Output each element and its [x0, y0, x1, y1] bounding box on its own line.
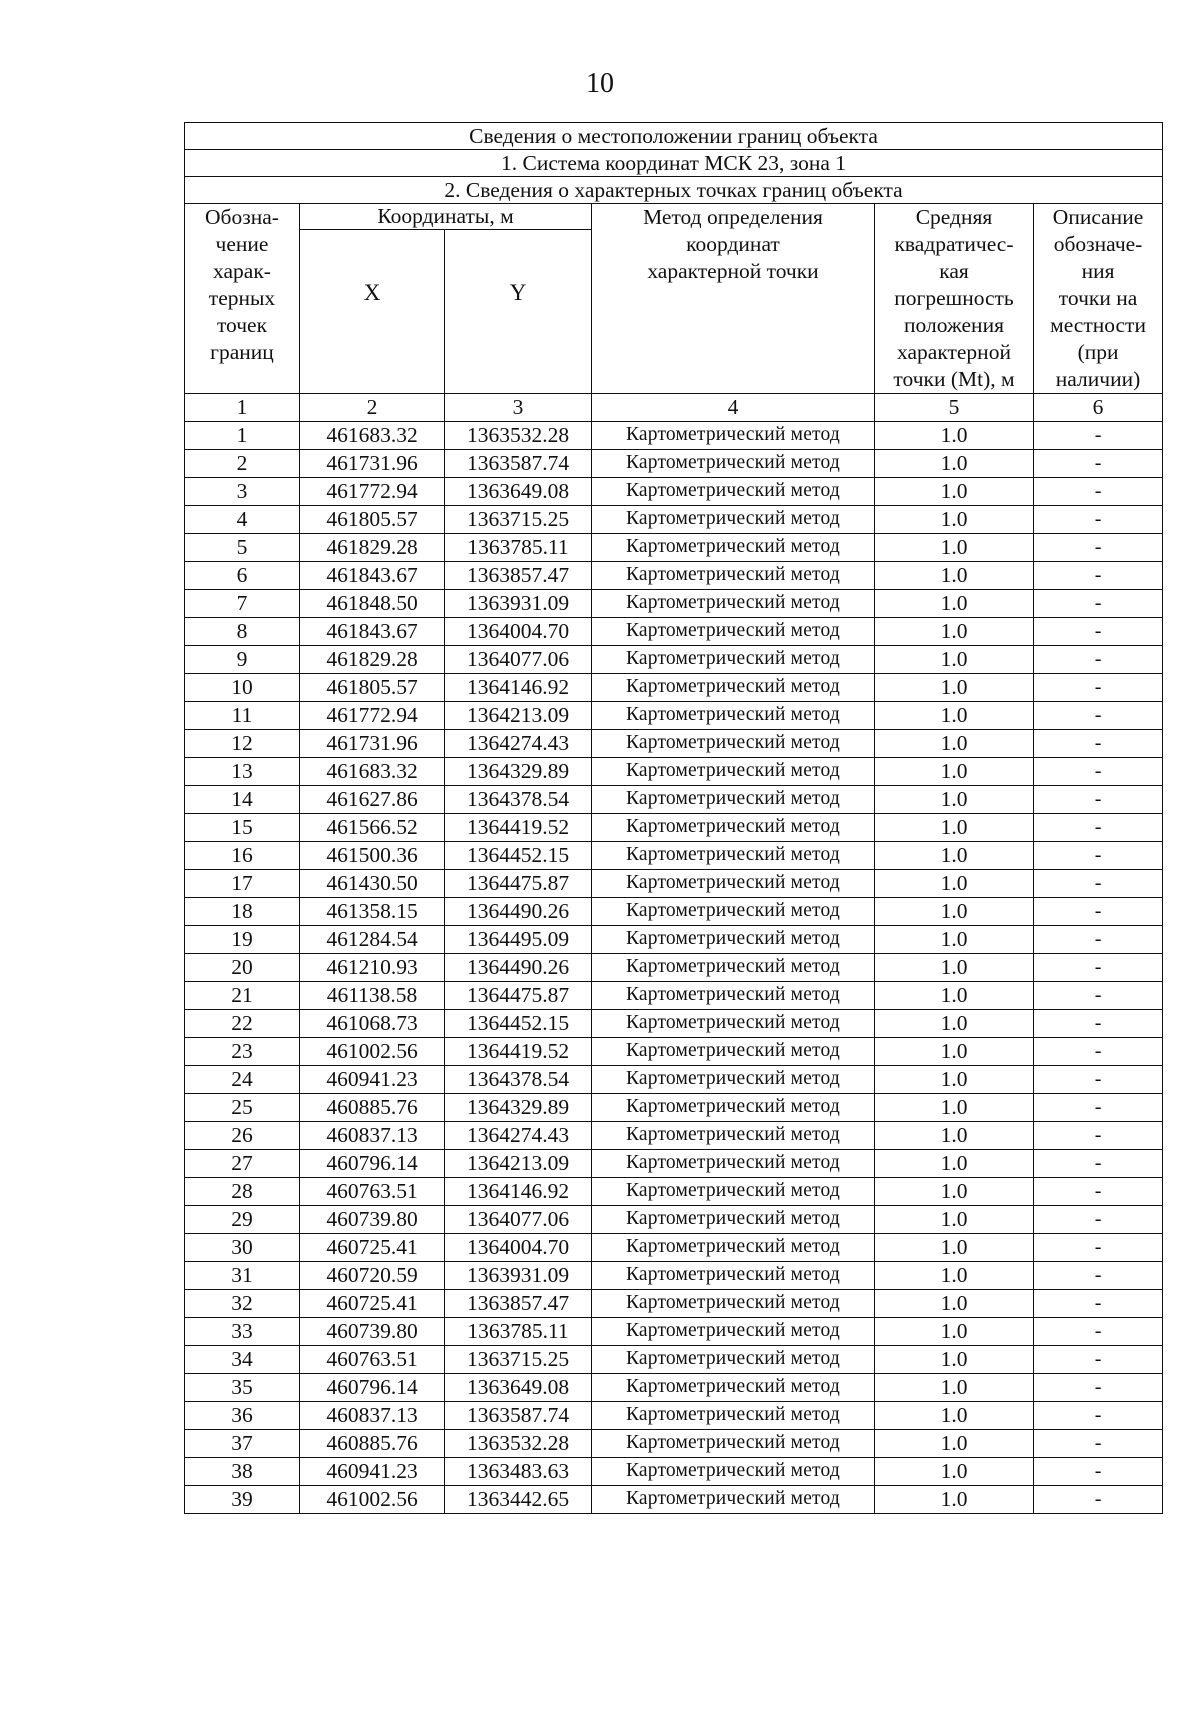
point-description: -	[1034, 1318, 1163, 1346]
method: Картометрический метод	[592, 422, 875, 450]
mean-error: 1.0	[875, 982, 1034, 1010]
table-row	[185, 1206, 1163, 1234]
table-row	[185, 814, 1163, 842]
mean-error: 1.0	[875, 1262, 1034, 1290]
coord-y: 1363857.47	[445, 562, 592, 590]
table-row	[185, 1262, 1163, 1290]
mean-error: 1.0	[875, 898, 1034, 926]
coord-x: 460885.76	[300, 1094, 445, 1122]
table-row	[185, 1094, 1163, 1122]
mean-error: 1.0	[875, 1290, 1034, 1318]
method: Картометрический метод	[592, 1234, 875, 1262]
table-row	[185, 422, 1163, 450]
coord-x: 461731.96	[300, 450, 445, 478]
header-description: Описание обозначе- ния точки на местности (при наличии)	[1034, 204, 1163, 394]
point-description: -	[1034, 758, 1163, 786]
coord-y: 1364419.52	[445, 1038, 592, 1066]
mean-error: 1.0	[875, 954, 1034, 982]
table-row	[185, 1150, 1163, 1178]
point-description: -	[1034, 1290, 1163, 1318]
method: Картометрический метод	[592, 618, 875, 646]
coord-y: 1364077.06	[445, 1206, 592, 1234]
coord-y: 1364490.26	[445, 898, 592, 926]
table-row	[185, 1318, 1163, 1346]
coord-y: 1363483.63	[445, 1458, 592, 1486]
table-row	[185, 1458, 1163, 1486]
mean-error: 1.0	[875, 422, 1034, 450]
point-description: -	[1034, 702, 1163, 730]
method: Картометрический метод	[592, 646, 875, 674]
method: Картометрический метод	[592, 478, 875, 506]
point-number: 29	[185, 1206, 300, 1234]
mean-error: 1.0	[875, 1318, 1034, 1346]
method: Картометрический метод	[592, 674, 875, 702]
method: Картометрический метод	[592, 506, 875, 534]
point-number: 5	[185, 534, 300, 562]
method: Картометрический метод	[592, 1178, 875, 1206]
coord-y: 1363715.25	[445, 1346, 592, 1374]
point-description: -	[1034, 450, 1163, 478]
point-description: -	[1034, 1262, 1163, 1290]
table-row	[185, 898, 1163, 926]
point-number: 13	[185, 758, 300, 786]
coord-y: 1363785.11	[445, 534, 592, 562]
mean-error: 1.0	[875, 506, 1034, 534]
point-description: -	[1034, 1178, 1163, 1206]
mean-error: 1.0	[875, 1374, 1034, 1402]
mean-error: 1.0	[875, 562, 1034, 590]
point-description: -	[1034, 674, 1163, 702]
table-row	[185, 646, 1163, 674]
point-description: -	[1034, 562, 1163, 590]
coord-y: 1364490.26	[445, 954, 592, 982]
column-number: 2	[300, 394, 445, 422]
point-description: -	[1034, 730, 1163, 758]
column-number: 5	[875, 394, 1034, 422]
point-number: 30	[185, 1234, 300, 1262]
method: Картометрический метод	[592, 1038, 875, 1066]
table-row	[185, 1486, 1163, 1514]
coord-x: 461843.67	[300, 618, 445, 646]
coord-y: 1363587.74	[445, 1402, 592, 1430]
table-row	[185, 478, 1163, 506]
boundary-points-table	[184, 122, 1163, 1514]
point-description: -	[1034, 926, 1163, 954]
table-row	[185, 870, 1163, 898]
mean-error: 1.0	[875, 646, 1034, 674]
coord-system: 1. Система координат МСК 23, зона 1	[185, 150, 1163, 177]
mean-error: 1.0	[875, 618, 1034, 646]
coord-x: 460720.59	[300, 1262, 445, 1290]
mean-error: 1.0	[875, 590, 1034, 618]
mean-error: 1.0	[875, 1038, 1034, 1066]
method: Картометрический метод	[592, 702, 875, 730]
coord-x: 460941.23	[300, 1066, 445, 1094]
coord-y: 1364452.15	[445, 842, 592, 870]
coord-x: 460763.51	[300, 1346, 445, 1374]
coord-x: 461683.32	[300, 422, 445, 450]
coord-x: 461829.28	[300, 646, 445, 674]
point-number: 20	[185, 954, 300, 982]
coord-y: 1364146.92	[445, 674, 592, 702]
point-number: 36	[185, 1402, 300, 1430]
mean-error: 1.0	[875, 1150, 1034, 1178]
coord-x: 461500.36	[300, 842, 445, 870]
point-number: 39	[185, 1486, 300, 1514]
coord-y: 1364475.87	[445, 870, 592, 898]
point-number: 17	[185, 870, 300, 898]
point-number: 8	[185, 618, 300, 646]
point-number: 33	[185, 1318, 300, 1346]
point-number: 4	[185, 506, 300, 534]
coord-y: 1364213.09	[445, 1150, 592, 1178]
method: Картометрический метод	[592, 534, 875, 562]
table-row	[185, 758, 1163, 786]
coord-x: 460837.13	[300, 1122, 445, 1150]
coord-x: 460885.76	[300, 1430, 445, 1458]
coord-x: 461829.28	[300, 534, 445, 562]
column-number-row	[185, 394, 1163, 422]
coord-y: 1363715.25	[445, 506, 592, 534]
method: Картометрический метод	[592, 1206, 875, 1234]
point-description: -	[1034, 1038, 1163, 1066]
method: Картометрический метод	[592, 898, 875, 926]
point-description: -	[1034, 1206, 1163, 1234]
point-number: 18	[185, 898, 300, 926]
coord-x: 461566.52	[300, 814, 445, 842]
method: Картометрический метод	[592, 1094, 875, 1122]
coord-y: 1364213.09	[445, 702, 592, 730]
point-number: 27	[185, 1150, 300, 1178]
coord-x: 460796.14	[300, 1150, 445, 1178]
point-description: -	[1034, 842, 1163, 870]
header-error: Средняя квадратичес- кая погрешность положения характерной точки (Mt), м	[875, 204, 1034, 394]
mean-error: 1.0	[875, 1122, 1034, 1150]
point-number: 37	[185, 1430, 300, 1458]
coord-x: 461683.32	[300, 758, 445, 786]
column-number: 1	[185, 394, 300, 422]
mean-error: 1.0	[875, 758, 1034, 786]
table-row	[185, 1122, 1163, 1150]
mean-error: 1.0	[875, 534, 1034, 562]
method: Картометрический метод	[592, 1458, 875, 1486]
coord-y: 1363532.28	[445, 1430, 592, 1458]
header-method: Метод определения координат характерной точки	[592, 204, 875, 394]
coord-x: 461843.67	[300, 562, 445, 590]
point-description: -	[1034, 814, 1163, 842]
table-row	[185, 1290, 1163, 1318]
coord-y: 1364329.89	[445, 758, 592, 786]
point-description: -	[1034, 982, 1163, 1010]
point-number: 14	[185, 786, 300, 814]
point-number: 28	[185, 1178, 300, 1206]
coord-x: 461002.56	[300, 1038, 445, 1066]
method: Картометрический метод	[592, 450, 875, 478]
mean-error: 1.0	[875, 730, 1034, 758]
coord-x: 461002.56	[300, 1486, 445, 1514]
method: Картометрический метод	[592, 786, 875, 814]
mean-error: 1.0	[875, 1094, 1034, 1122]
mean-error: 1.0	[875, 1206, 1034, 1234]
method: Картометрический метод	[592, 1486, 875, 1514]
method: Картометрический метод	[592, 1010, 875, 1038]
coord-x: 461430.50	[300, 870, 445, 898]
point-description: -	[1034, 1234, 1163, 1262]
mean-error: 1.0	[875, 842, 1034, 870]
point-description: -	[1034, 534, 1163, 562]
mean-error: 1.0	[875, 450, 1034, 478]
mean-error: 1.0	[875, 702, 1034, 730]
method: Картометрический метод	[592, 1402, 875, 1430]
table-row	[185, 534, 1163, 562]
point-number: 9	[185, 646, 300, 674]
coord-x: 461210.93	[300, 954, 445, 982]
coord-y: 1364146.92	[445, 1178, 592, 1206]
mean-error: 1.0	[875, 1234, 1034, 1262]
table-title: Сведения о местоположении границ объекта	[185, 123, 1163, 150]
coord-y: 1364495.09	[445, 926, 592, 954]
table-row	[185, 674, 1163, 702]
header-y: Y	[445, 229, 592, 393]
header-x: X	[300, 229, 445, 393]
point-description: -	[1034, 954, 1163, 982]
point-number: 15	[185, 814, 300, 842]
point-number: 38	[185, 1458, 300, 1486]
method: Картометрический метод	[592, 590, 875, 618]
mean-error: 1.0	[875, 814, 1034, 842]
point-description: -	[1034, 1066, 1163, 1094]
mean-error: 1.0	[875, 870, 1034, 898]
coord-y: 1364419.52	[445, 814, 592, 842]
mean-error: 1.0	[875, 478, 1034, 506]
mean-error: 1.0	[875, 1430, 1034, 1458]
section-title-row	[185, 177, 1163, 204]
coord-x: 461358.15	[300, 898, 445, 926]
point-number: 32	[185, 1290, 300, 1318]
point-number: 35	[185, 1374, 300, 1402]
table-row	[185, 1430, 1163, 1458]
point-number: 21	[185, 982, 300, 1010]
table-row	[185, 982, 1163, 1010]
coord-y: 1364378.54	[445, 786, 592, 814]
coord-y: 1364004.70	[445, 618, 592, 646]
method: Картометрический метод	[592, 1066, 875, 1094]
method: Картометрический метод	[592, 1346, 875, 1374]
coord-y: 1363785.11	[445, 1318, 592, 1346]
coord-y: 1364452.15	[445, 1010, 592, 1038]
coord-x: 460837.13	[300, 1402, 445, 1430]
method: Картометрический метод	[592, 730, 875, 758]
point-description: -	[1034, 1010, 1163, 1038]
table-row	[185, 506, 1163, 534]
method: Картометрический метод	[592, 926, 875, 954]
method: Картометрический метод	[592, 1318, 875, 1346]
coord-y: 1364378.54	[445, 1066, 592, 1094]
point-number: 6	[185, 562, 300, 590]
table-row	[185, 1234, 1163, 1262]
point-number: 31	[185, 1262, 300, 1290]
point-number: 11	[185, 702, 300, 730]
point-number: 10	[185, 674, 300, 702]
mean-error: 1.0	[875, 674, 1034, 702]
table-row	[185, 450, 1163, 478]
table-row	[185, 702, 1163, 730]
point-description: -	[1034, 1122, 1163, 1150]
coord-y: 1364475.87	[445, 982, 592, 1010]
table-row	[185, 1178, 1163, 1206]
point-number: 34	[185, 1346, 300, 1374]
table-row	[185, 1066, 1163, 1094]
coord-x: 461068.73	[300, 1010, 445, 1038]
coord-x: 461772.94	[300, 702, 445, 730]
method: Картометрический метод	[592, 1290, 875, 1318]
method: Картометрический метод	[592, 1262, 875, 1290]
coord-x: 461284.54	[300, 926, 445, 954]
coord-y: 1363442.65	[445, 1486, 592, 1514]
column-number: 6	[1034, 394, 1163, 422]
coord-y: 1363857.47	[445, 1290, 592, 1318]
header-row-top	[185, 204, 1163, 230]
point-number: 25	[185, 1094, 300, 1122]
table-row	[185, 590, 1163, 618]
table-row	[185, 1038, 1163, 1066]
mean-error: 1.0	[875, 1010, 1034, 1038]
point-number: 24	[185, 1066, 300, 1094]
table-row	[185, 954, 1163, 982]
coord-x: 460725.41	[300, 1234, 445, 1262]
point-number: 7	[185, 590, 300, 618]
point-description: -	[1034, 590, 1163, 618]
coord-x: 461138.58	[300, 982, 445, 1010]
coord-y: 1364329.89	[445, 1094, 592, 1122]
coord-y: 1363931.09	[445, 1262, 592, 1290]
point-description: -	[1034, 1346, 1163, 1374]
mean-error: 1.0	[875, 1346, 1034, 1374]
point-number: 2	[185, 450, 300, 478]
coord-x: 461772.94	[300, 478, 445, 506]
method: Картометрический метод	[592, 842, 875, 870]
coord-y: 1364274.43	[445, 1122, 592, 1150]
point-number: 3	[185, 478, 300, 506]
mean-error: 1.0	[875, 926, 1034, 954]
table-row	[185, 1374, 1163, 1402]
mean-error: 1.0	[875, 1402, 1034, 1430]
section-title: 2. Сведения о характерных точках границ объекта	[185, 177, 1163, 204]
table-row	[185, 1402, 1163, 1430]
method: Картометрический метод	[592, 562, 875, 590]
point-number: 1	[185, 422, 300, 450]
table-row	[185, 786, 1163, 814]
table-row	[185, 926, 1163, 954]
mean-error: 1.0	[875, 1458, 1034, 1486]
point-description: -	[1034, 1094, 1163, 1122]
coord-y: 1363587.74	[445, 450, 592, 478]
column-number: 3	[445, 394, 592, 422]
coord-x: 461805.57	[300, 674, 445, 702]
coord-y: 1364274.43	[445, 730, 592, 758]
point-description: -	[1034, 1430, 1163, 1458]
point-description: -	[1034, 898, 1163, 926]
point-description: -	[1034, 506, 1163, 534]
coord-x: 461731.96	[300, 730, 445, 758]
point-description: -	[1034, 1402, 1163, 1430]
method: Картометрический метод	[592, 1374, 875, 1402]
point-number: 12	[185, 730, 300, 758]
point-description: -	[1034, 1374, 1163, 1402]
point-description: -	[1034, 646, 1163, 674]
coord-x: 461848.50	[300, 590, 445, 618]
point-number: 23	[185, 1038, 300, 1066]
method: Картометрический метод	[592, 1150, 875, 1178]
point-number: 19	[185, 926, 300, 954]
mean-error: 1.0	[875, 1486, 1034, 1514]
coord-x: 461627.86	[300, 786, 445, 814]
coord-x: 461805.57	[300, 506, 445, 534]
table-title-row	[185, 123, 1163, 150]
coord-x: 460941.23	[300, 1458, 445, 1486]
coord-y: 1364004.70	[445, 1234, 592, 1262]
coord-x: 460763.51	[300, 1178, 445, 1206]
method: Картометрический метод	[592, 982, 875, 1010]
table-body	[185, 422, 1163, 1514]
page-number: 10	[586, 68, 614, 99]
coord-x: 460739.80	[300, 1206, 445, 1234]
point-description: -	[1034, 786, 1163, 814]
coord-x: 460725.41	[300, 1290, 445, 1318]
coord-y: 1363649.08	[445, 478, 592, 506]
table-row	[185, 618, 1163, 646]
table-row	[185, 1346, 1163, 1374]
point-description: -	[1034, 1486, 1163, 1514]
point-description: -	[1034, 1458, 1163, 1486]
point-description: -	[1034, 618, 1163, 646]
method: Картометрический метод	[592, 954, 875, 982]
coord-y: 1363931.09	[445, 590, 592, 618]
header-coordinates: Координаты, м	[300, 204, 592, 230]
coord-x: 460796.14	[300, 1374, 445, 1402]
method: Картометрический метод	[592, 758, 875, 786]
table-row	[185, 842, 1163, 870]
method: Картометрический метод	[592, 814, 875, 842]
point-description: -	[1034, 1150, 1163, 1178]
point-number: 26	[185, 1122, 300, 1150]
mean-error: 1.0	[875, 1066, 1034, 1094]
mean-error: 1.0	[875, 1178, 1034, 1206]
method: Картометрический метод	[592, 870, 875, 898]
point-number: 16	[185, 842, 300, 870]
coord-system-row	[185, 150, 1163, 177]
header-designation: Обозна- чение харак- терных точек границ	[185, 204, 300, 394]
method: Картометрический метод	[592, 1122, 875, 1150]
point-description: -	[1034, 478, 1163, 506]
table-row	[185, 1010, 1163, 1038]
method: Картометрический метод	[592, 1430, 875, 1458]
table-row	[185, 562, 1163, 590]
point-description: -	[1034, 422, 1163, 450]
coord-y: 1363532.28	[445, 422, 592, 450]
coord-y: 1364077.06	[445, 646, 592, 674]
table-row	[185, 730, 1163, 758]
point-number: 22	[185, 1010, 300, 1038]
point-description: -	[1034, 870, 1163, 898]
coord-x: 460739.80	[300, 1318, 445, 1346]
coord-y: 1363649.08	[445, 1374, 592, 1402]
column-number: 4	[592, 394, 875, 422]
mean-error: 1.0	[875, 786, 1034, 814]
